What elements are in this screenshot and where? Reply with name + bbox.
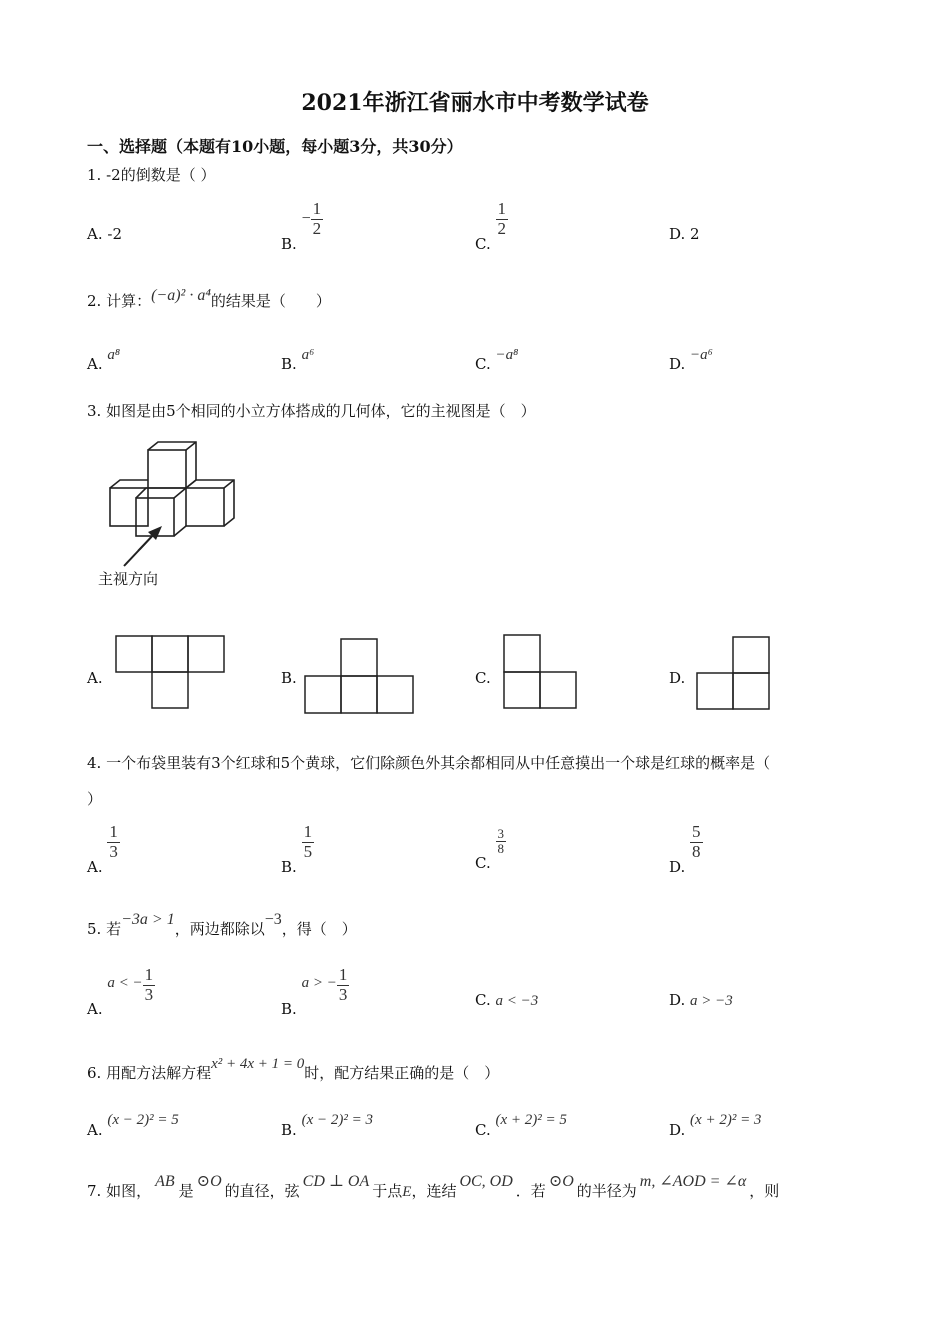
q3-option-b-figure xyxy=(304,638,416,716)
question-4-stem-cont: ） xyxy=(87,790,103,808)
section-heading: 一、选择题（本题有10小题，每小题3分，共30分） xyxy=(87,137,463,156)
q5-option-b: B. a > − $\frac{1}{3}$ xyxy=(281,965,348,1019)
q4-option-a: A. $\frac{1}{3}$ xyxy=(87,822,118,877)
q2-expression: (−a)² · a⁴ xyxy=(151,287,211,304)
q2-option-c: C. −a⁸ xyxy=(475,347,519,373)
q6-option-a: A. (x − 2)² = 5 xyxy=(87,1112,179,1139)
view-direction-arrow-icon xyxy=(118,522,168,572)
q5-option-a: A. a < − $\frac{1}{3}$ xyxy=(87,965,154,1019)
q4-option-d: D. $\frac{5}{8}$ xyxy=(669,822,701,877)
q4-option-c: C. $\frac{3}{8}$ xyxy=(475,826,504,872)
page-title: 2021年浙江省丽水市中考数学试卷 xyxy=(301,90,649,116)
q1-option-c: C. $\frac{1}{2}$ xyxy=(475,199,506,254)
q3-option-d-figure xyxy=(696,636,772,712)
q3-option-c-label: C. xyxy=(475,669,491,687)
question-7-stem: 7. 如图，AB是⊙O的直径，弦CD ⊥ OA于点E，连结OC, OD．若⊙O的半径为m, ∠AOD = ∠α，则 xyxy=(87,1173,780,1200)
q3-option-a-figure xyxy=(115,635,227,711)
q1-option-a: A. -2 xyxy=(87,225,123,243)
q6-option-b: B. (x − 2)² = 3 xyxy=(281,1112,373,1139)
q5-option-c: C. a < −3 xyxy=(475,991,539,1009)
q2-option-b: B. a⁶ xyxy=(281,347,315,373)
q3-option-b-label: B. xyxy=(281,669,297,687)
q6-option-c: C. (x + 2)² = 5 xyxy=(475,1112,567,1139)
question-5-stem: 5. 若−3a > 1，两边都除以−3，得（ ） xyxy=(87,911,357,938)
q4-option-b: B. $\frac{1}{5}$ xyxy=(281,822,313,877)
question-3-stem: 3. 如图是由5个相同的小立方体搭成的几何体，它的主视图是（ ） xyxy=(87,402,536,420)
q6-option-d: D. (x + 2)² = 3 xyxy=(669,1112,762,1139)
question-1-stem: 1. -2的倒数是（ ） xyxy=(87,166,216,184)
q2-option-d: D. −a⁶ xyxy=(669,347,713,373)
question-6-stem: 6. 用配方法解方程x² + 4x + 1 = 0时，配方结果正确的是（ ） xyxy=(87,1056,500,1082)
q5-option-d: D. a > −3 xyxy=(669,991,733,1009)
question-2-stem: 2. 计算：(−a)² · a⁴的结果是（ ） xyxy=(87,287,331,310)
q1-option-d: D. 2 xyxy=(669,225,700,243)
view-direction-label: 主视方向 xyxy=(98,570,159,588)
q3-option-a-label: A. xyxy=(87,669,103,687)
q1-option-b: B. − $\frac{1}{2}$ xyxy=(281,199,322,254)
q2-option-a: A. a⁸ xyxy=(87,347,121,373)
q3-option-d-label: D. xyxy=(669,669,686,687)
question-4-stem: 4. 一个布袋里装有3个红球和5个黄球，它们除颜色外其余都相同从中任意摸出一个球是红球的概率是（ xyxy=(87,754,771,772)
q3-option-c-figure xyxy=(503,634,581,710)
